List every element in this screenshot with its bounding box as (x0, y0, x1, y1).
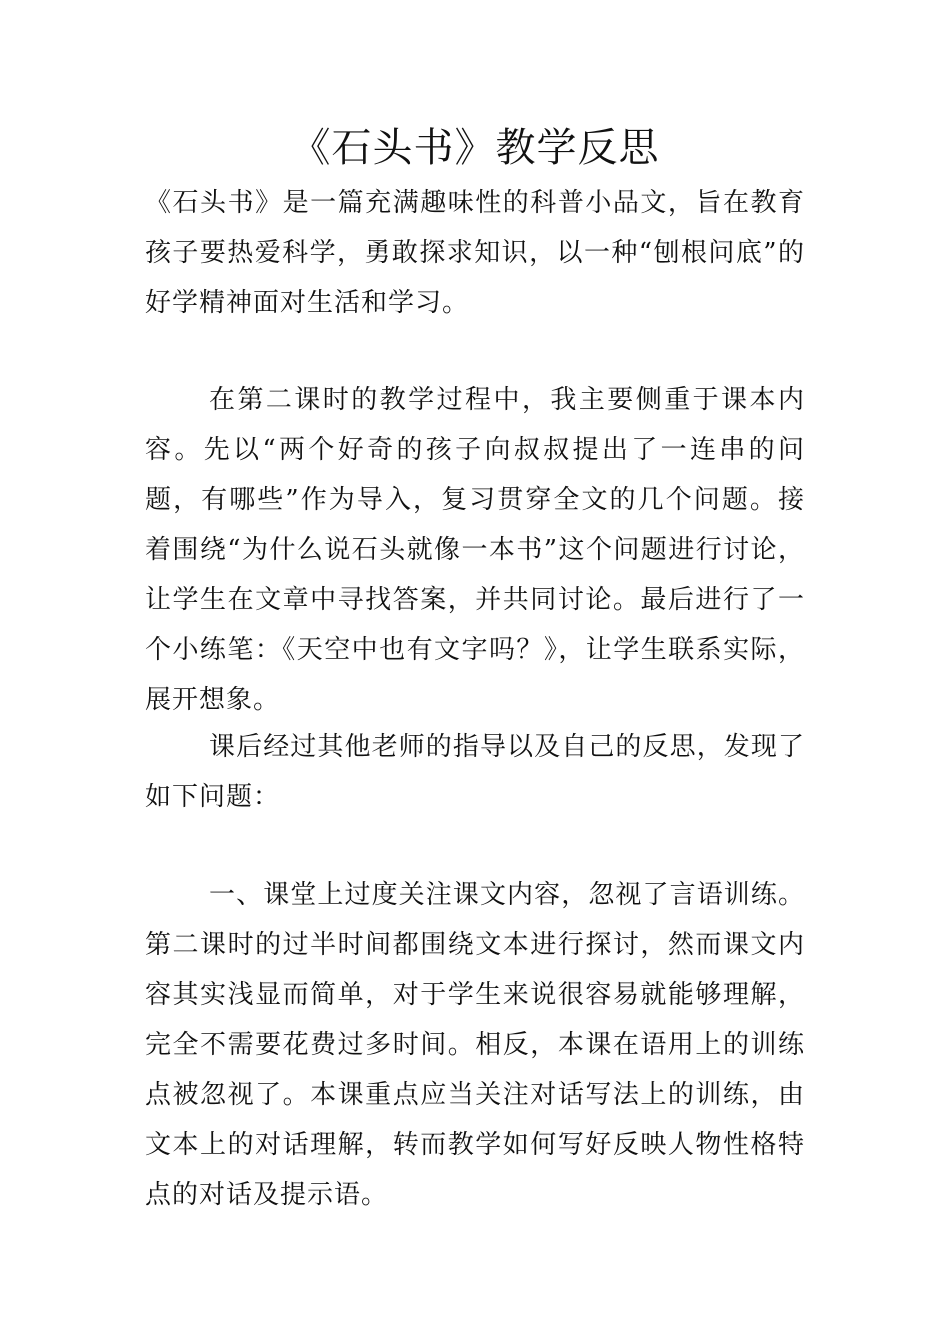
paragraph-intro: 《石头书》是一篇充满趣味性的科普小品文，旨在教育孩子要热爱科学，勇敢探求知识，以一种“刨根问底”的好学精神面对生活和学习。 (145, 188, 805, 318)
paragraph-problem-one: 一、课堂上过度关注课文内容，忽视了言语训练。第二课时的过半时间都围绕文本进行探讨，然而课文内容其实浅显而简单，对于学生来说很容易就能够理解，完全不需要花费过多时间。相反，本课在语用上的训练点被忽视了。本课重点应当关注对话写法上的训练，由文本上的对话理解，转而教学如何写好反映人物性格特点的对话及提示语。 (145, 880, 805, 1210)
document-title: 《石头书》教学反思 (290, 125, 660, 171)
paragraph-reflection-intro: 课后经过其他老师的指导以及自己的反思，发现了如下问题： (145, 732, 805, 812)
paragraph-lesson-process: 在第二课时的教学过程中，我主要侧重于课本内容。先以“两个好奇的孩子向叔叔提出了一连串的问题，有哪些”作为导入，复习贯穿全文的几个问题。接着围绕“为什么说石头就像一本书”这个问题进行讨论，让学生在文章中寻找答案，并共同讨论。最后进行了一个小练笔：《天空中也有文字吗？》，让学生联系实际，展开想象。 (145, 385, 805, 715)
